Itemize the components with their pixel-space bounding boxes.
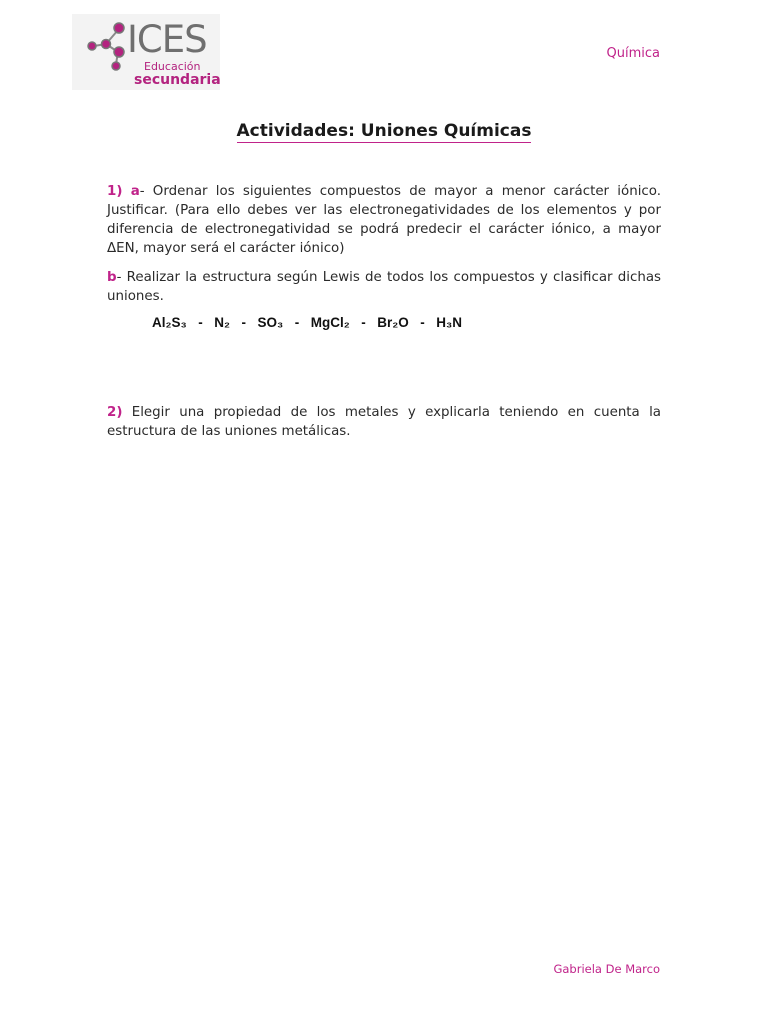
question-1a-label: a	[130, 184, 140, 199]
page-title	[0, 121, 768, 141]
question-1-number: 1)	[107, 184, 123, 199]
author-footer: Gabriela De Marco	[553, 962, 660, 976]
question-2-number: 2)	[107, 405, 123, 420]
question-1b	[107, 268, 661, 306]
question-1a-text: - Ordenar los siguientes compuestos de mayor a menor carácter iónico. Justificar. (Para ello debes ver las electronegatividades de los elementos y por diferencia de electronegatividad se podrá predecir el carácter iónico, a mayor ΔEN, mayor será el carácter iónico)	[107, 184, 661, 256]
question-2-text: Elegir una propiedad de los metales y explicarla teniendo en cuenta la estructura de las uniones metálicas.	[107, 405, 661, 439]
logo-subtitle-line2: secundaria	[134, 72, 221, 88]
question-1a	[107, 182, 661, 258]
molecule-icon	[84, 18, 132, 84]
logo-subtitle-line1: Educación	[144, 60, 201, 73]
question-1b-text: - Realizar la estructura según Lewis de todos los compuestos y clasificar dichas uniones.	[107, 270, 661, 304]
page-title-text: Actividades: Uniones Químicas	[236, 121, 532, 141]
subject-label: Química	[606, 46, 660, 61]
ices-logo	[72, 14, 220, 90]
question-2	[107, 403, 661, 441]
question-1b-label: b	[107, 270, 117, 285]
logo-wordmark: ICES	[127, 18, 207, 61]
compound-list: Al₂S₃ - N₂ - SO₃ - MgCl₂ - Br₂O - H₃N	[152, 315, 462, 330]
